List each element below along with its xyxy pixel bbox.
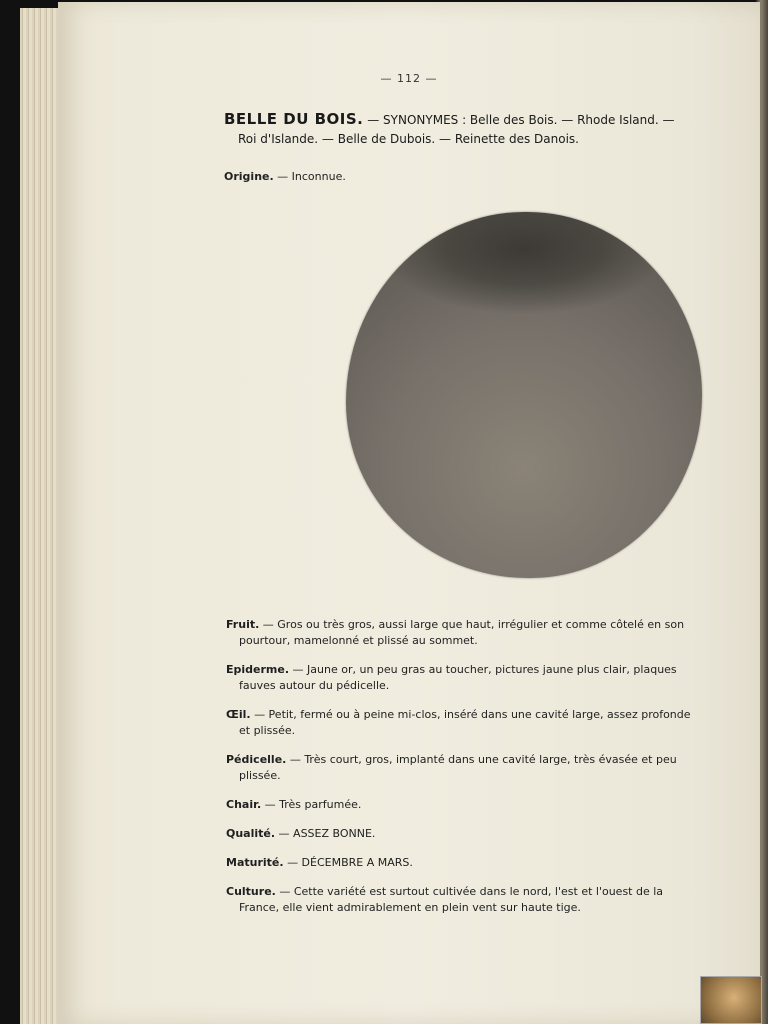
origin-line (224, 170, 346, 183)
entry-text: — Très parfumée. (264, 798, 362, 811)
entry-fruit (226, 617, 766, 649)
entry-epiderme (226, 662, 766, 694)
entry-label: Qualité. (226, 827, 276, 840)
entry-label: Pédicelle. (226, 753, 287, 766)
origin-text: — Inconnue. (277, 170, 346, 183)
entry-label: Maturité. (226, 856, 284, 869)
entry-label: Culture. (226, 885, 276, 898)
apple-image (346, 212, 702, 578)
entry-text: — Jaune or, un peu gras au toucher, pictures jaune plus clair, plaques (292, 663, 677, 676)
book-page (58, 2, 760, 1024)
entry-label: Œil. (226, 708, 251, 721)
entry-text: — Très court, gros, implanté dans une cavité large, très évasée et peu (289, 753, 677, 766)
entry-label: Fruit. (226, 618, 260, 631)
entry-text: — Cette variété est surtout cultivée dans le nord, l'est et l'ouest de la (279, 885, 664, 898)
page-number: — 112 — (380, 72, 438, 85)
corner-thumbnail (700, 976, 762, 1024)
apple-photograph (346, 212, 702, 578)
entry-continuation: pourtour, mamelonné et plissé au sommet. (239, 634, 478, 647)
entry-qualite (226, 826, 766, 842)
entry-chair (226, 797, 766, 813)
synonyms-line-2: Roi d'Islande. — Belle de Dubois. — Reinette des Danois. (238, 132, 579, 146)
entry-continuation: fauves autour du pédicelle. (239, 679, 390, 692)
entry-heading (224, 110, 724, 149)
entry-label: Chair. (226, 798, 262, 811)
entry-continuation: et plissée. (239, 724, 296, 737)
entry-culture (226, 884, 766, 916)
entry-pedicelle (226, 752, 766, 784)
entry-text: — ASSEZ BONNE. (278, 827, 376, 840)
entry-maturite (226, 855, 766, 871)
entry-text: — Petit, fermé ou à peine mi-clos, inséré dans une cavité large, assez profonde (254, 708, 691, 721)
origin-label: Origine. (224, 170, 274, 183)
entry-continuation: plissée. (239, 769, 281, 782)
entry-text: — Gros ou très gros, aussi large que haut, irrégulier et comme côtelé en son (262, 618, 685, 631)
entry-oeil (226, 707, 766, 739)
variety-title: BELLE DU BOIS. (224, 110, 364, 128)
entry-continuation: France, elle vient admirablement en plein vent sur haute tige. (239, 901, 581, 914)
entry-text: — DÉCEMBRE A MARS. (287, 856, 413, 869)
synonyms-line-1: — SYNONYMES : Belle des Bois. — Rhode Island. — (367, 113, 675, 127)
description-list (226, 617, 766, 929)
entry-label: Epiderme. (226, 663, 290, 676)
